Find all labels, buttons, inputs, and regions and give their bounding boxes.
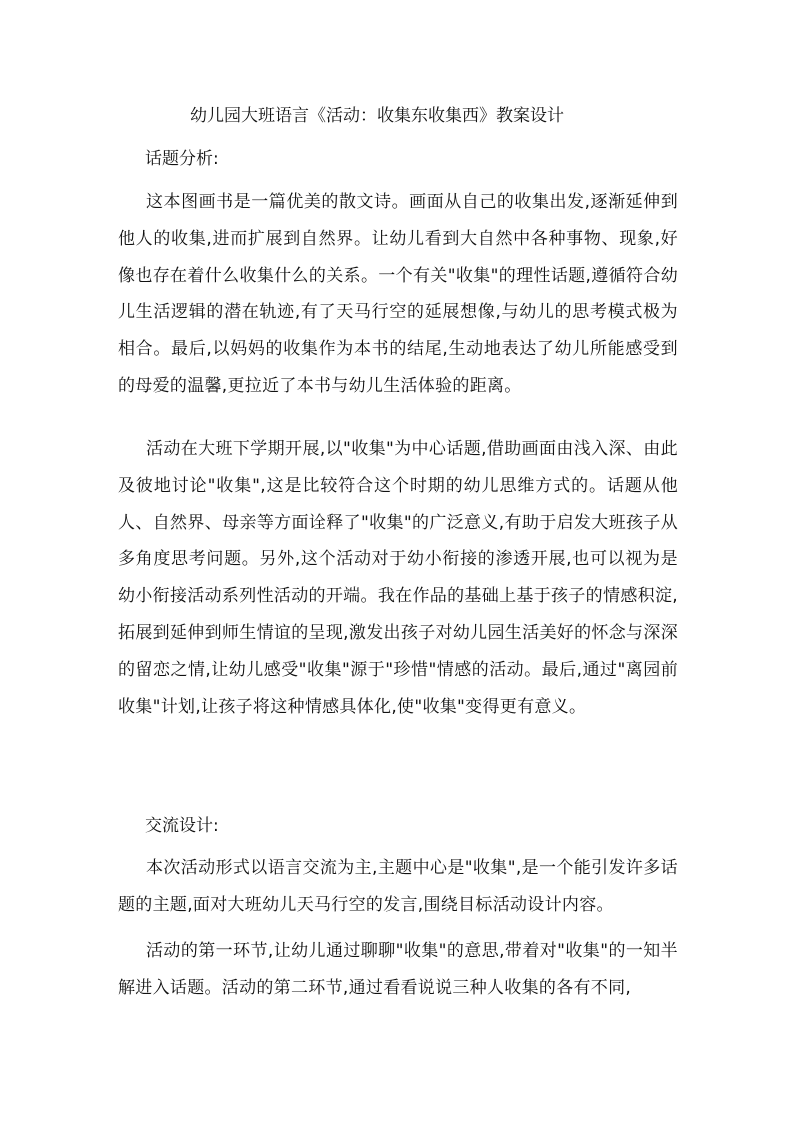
document-title: 幼儿园大班语言《活动：收集东收集西》教案设计 (190, 106, 564, 126)
section-heading-topic-analysis: 话题分析: (145, 149, 219, 169)
paragraph-topic-analysis-2: 活动在大班下学期开展,以"收集"为中心话题,借助画面由浅入深、由此及彼地讨论"收集",这是比较符合这个时期的幼儿思维方式的。话题从他人、自然界、母亲等方面诠释了"收集"的广泛意义,有助于启发大班孩子从多角度思考问题。另外,这个活动对于幼小衔接的渗透开展,也可以视为是幼小衔接活动系列性活动的开端。我在作品的基础上基于孩子的情感积淀,拓展到延伸到师生情谊的呈现,激发出孩子对幼儿园生活美好的怀念与深深的留恋之情,让幼儿感受"收集"源于"珍惜"情感的活动。最后,通过"离园前收集"计划,让孩子将这种情感具体化,使"收集"变得更有意义。 (118, 439, 678, 717)
paragraph-communication-design-1: 本次活动形式以语言交流为主,主题中心是"收集",是一个能引发许多话题的主题,面对大班幼儿天马行空的发言,围绕目标活动设计内容。 (118, 858, 678, 915)
section-heading-communication-design: 交流设计: (145, 816, 219, 836)
paragraph-topic-analysis-1: 这本图画书是一篇优美的散文诗。画面从自己的收集出发,逐渐延伸到他人的收集,进而扩展到自然界。让幼儿看到大自然中各种事物、现象,好像也存在着什么收集什么的关系。一个有关"收集"的理性话题,遵循符合幼儿生活逻辑的潜在轨迹,有了天马行空的延展想像,与幼儿的思考模式极为相合。最后,以妈妈的收集作为本书的结尾,生动地表达了幼儿所能感受到的母爱的温馨,更拉近了本书与幼儿生活体验的距离。 (118, 192, 678, 396)
paragraph-communication-design-2: 活动的第一环节,让幼儿通过聊聊"收集"的意思,带着对"收集"的一知半解进入话题。活动的第二环节,通过看看说说三种人收集的各有不同, (118, 941, 678, 998)
